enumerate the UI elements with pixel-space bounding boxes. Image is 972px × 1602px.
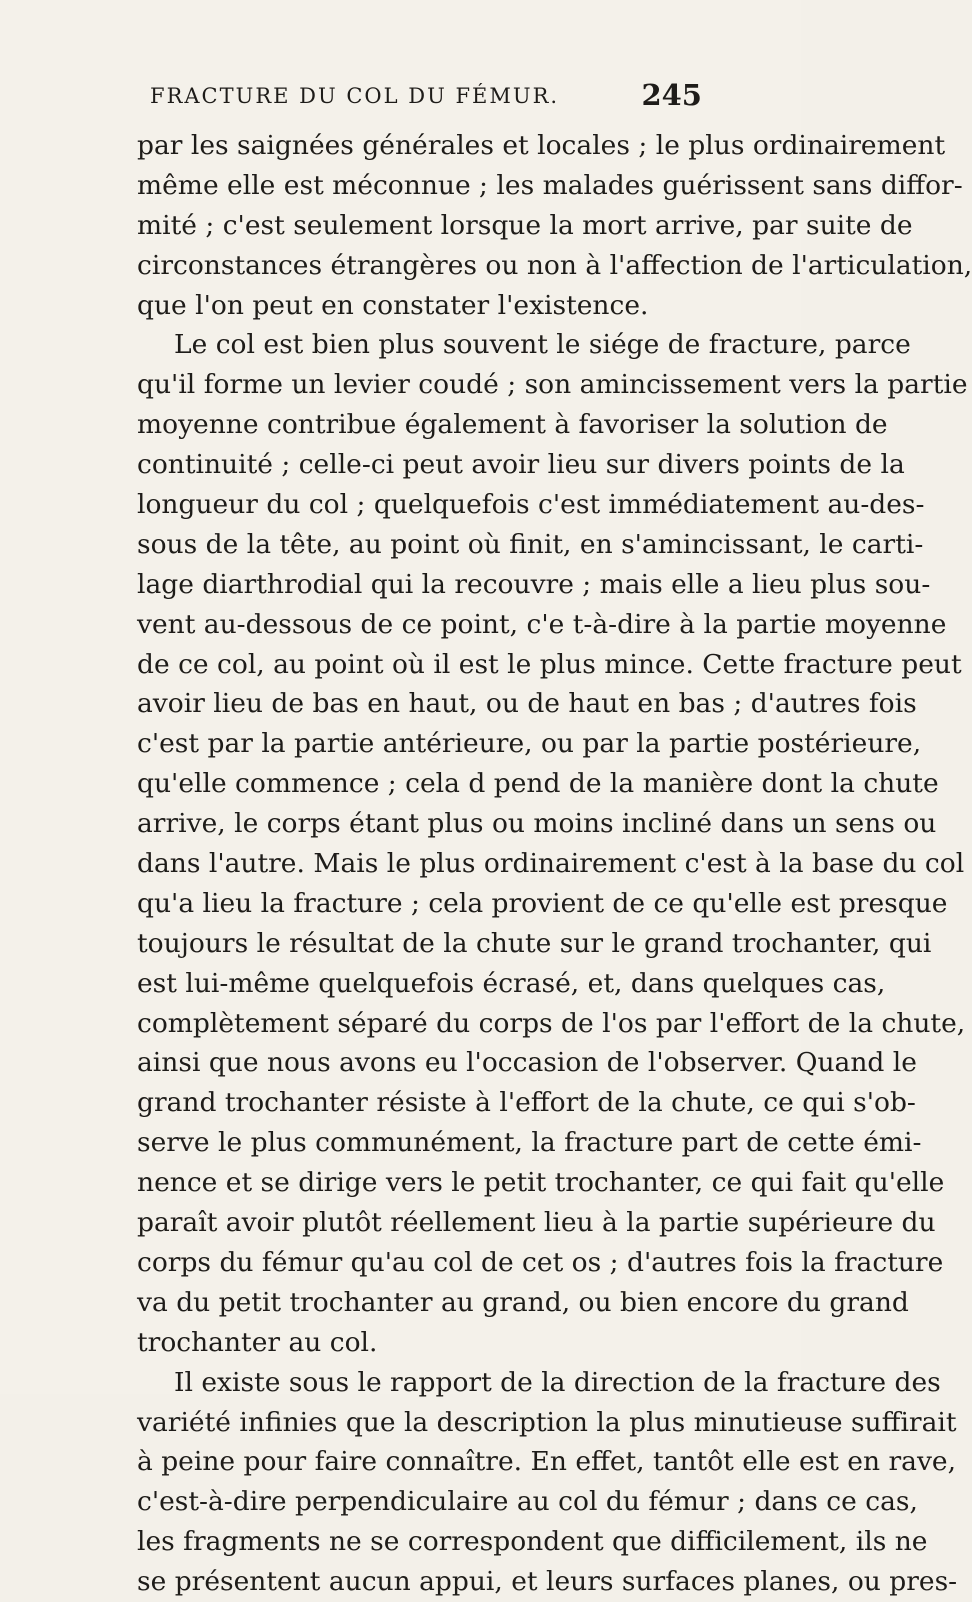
text-line: ainsi que nous avons eu l'occasion de l'observer. Quand le bbox=[137, 1047, 917, 1079]
page-header bbox=[150, 78, 702, 118]
text-line: que l'on peut en constater l'existence. bbox=[137, 289, 649, 321]
text-line: à peine pour faire connaître. En effet, tantôt elle est en rave, bbox=[137, 1446, 957, 1478]
body-text bbox=[137, 126, 972, 1602]
text-line: les fragments ne se correspondent que difficilement, ils ne bbox=[137, 1526, 928, 1558]
text-line: sous de la tête, au point où finit, en s'amincissant, le carti- bbox=[137, 528, 924, 560]
text-line: arrive, le corps étant plus ou moins incliné dans un sens ou bbox=[137, 808, 937, 840]
text-line: trochanter au col. bbox=[137, 1326, 378, 1358]
text-line: qu'elle commence ; cela d pend de la manière dont la chute bbox=[137, 768, 939, 800]
text-line: de ce col, au point où il est le plus mince. Cette fracture peut bbox=[137, 648, 962, 680]
text-line: est lui-même quelquefois écrasé, et, dans quelques cas, bbox=[137, 967, 886, 999]
text-line: lage diarthrodial qui la recouvre ; mais elle a lieu plus sou- bbox=[137, 568, 931, 600]
text-line: qu'il forme un levier coudé ; son amincissement vers la partie bbox=[137, 369, 968, 401]
text-line: avoir lieu de bas en haut, ou de haut en bas ; d'autres fois bbox=[137, 688, 917, 720]
text-line: va du petit trochanter au grand, ou bien encore du grand bbox=[137, 1286, 909, 1318]
text-line: moyenne contribue également à favoriser la solution de bbox=[137, 409, 888, 441]
text-line: serve le plus communément, la fracture part de cette émi- bbox=[137, 1127, 922, 1159]
text-line: grand trochanter résiste à l'effort de la chute, ce qui s'ob- bbox=[137, 1087, 916, 1119]
text-line: même elle est méconnue ; les malades guérissent sans diffor- bbox=[137, 169, 963, 201]
text-line: paraît avoir plutôt réellement lieu à la partie supérieure du bbox=[137, 1207, 936, 1239]
text-line: longueur du col ; quelquefois c'est immédiatement au-des- bbox=[137, 489, 925, 521]
text-line: qu'a lieu la fracture ; cela provient de ce qu'elle est presque bbox=[137, 887, 948, 919]
text-line: dans l'autre. Mais le plus ordinairement c'est à la base du col bbox=[137, 848, 965, 880]
text-line: variété infinies que la description la plus minutieuse suffirait bbox=[137, 1406, 957, 1438]
text-line: corps du fémur qu'au col de cet os ; d'autres fois la fracture bbox=[137, 1246, 944, 1278]
page-number: 245 bbox=[641, 78, 702, 112]
text-line: nence et se dirige vers le petit trochanter, ce qui fait qu'elle bbox=[137, 1167, 945, 1199]
text-line: circonstances étrangères ou non à l'affection de l'articulation, bbox=[137, 249, 972, 281]
text-line: continuité ; celle-ci peut avoir lieu sur divers points de la bbox=[137, 449, 905, 481]
text-line: par les saignées générales et locales ; le plus ordinairement bbox=[137, 130, 946, 161]
text-line: complètement séparé du corps de l'os par l'effort de la chute, bbox=[137, 1007, 966, 1039]
text-line: mité ; c'est seulement lorsque la mort arrive, par suite de bbox=[137, 209, 913, 241]
text-line: c'est par la partie antérieure, ou par la partie postérieure, bbox=[137, 728, 922, 760]
text-line: toujours le résultat de la chute sur le grand trochanter, qui bbox=[137, 927, 932, 959]
text-line: Il existe sous le rapport de la direction de la fracture des bbox=[174, 1366, 941, 1398]
text-line: Le col est bien plus souvent le siége de fracture, parce bbox=[174, 329, 911, 361]
text-line: vent au-dessous de ce point, c'e t-à-dire à la partie moyenne bbox=[137, 608, 947, 640]
text-line: se présentent aucun appui, et leurs surfaces planes, ou pres- bbox=[137, 1566, 958, 1598]
text-line: c'est-à-dire perpendiculaire au col du fémur ; dans ce cas, bbox=[137, 1486, 918, 1518]
running-title: FRACTURE DU COL DU FÉMUR. bbox=[150, 84, 560, 108]
